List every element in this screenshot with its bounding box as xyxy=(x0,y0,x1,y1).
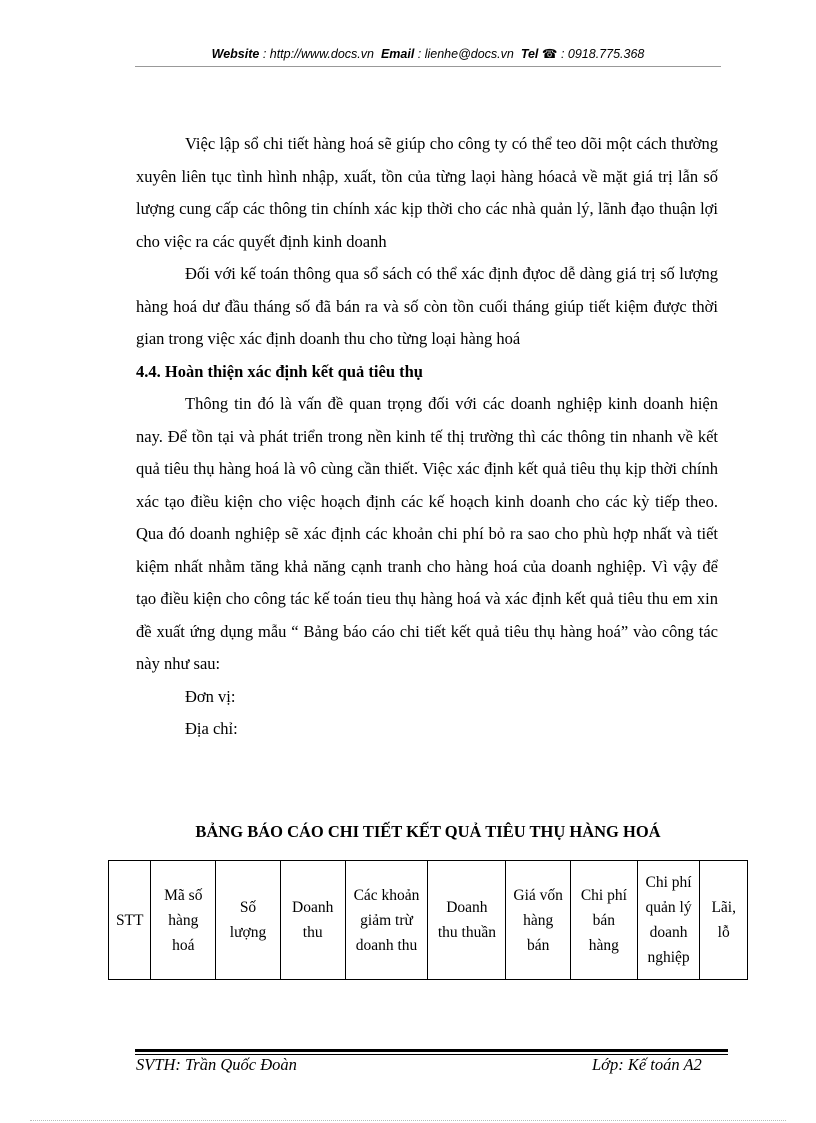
header-cell-line: Doanh xyxy=(446,899,488,916)
header-cell-line: giảm trừ xyxy=(360,911,413,929)
header-cell-line: Số xyxy=(239,899,257,916)
table-header-cell xyxy=(216,861,281,980)
email-value: : lienhe@docs.vn xyxy=(417,47,514,61)
header-cell-line: STT xyxy=(115,911,144,929)
document-body xyxy=(136,128,718,746)
tel-label: Tel ☎ xyxy=(520,47,558,61)
header-cell-line: thu xyxy=(302,924,323,941)
header-cell-line: doanh thu xyxy=(355,936,418,954)
header-cell-line: Chi phí xyxy=(580,886,627,904)
header-cell-line: hàng xyxy=(168,911,199,929)
field-unit: Đơn vị: xyxy=(185,686,236,706)
paragraph-2: Đối với kế toán thông qua sổ sách có thể xác định đựoc dễ dàng giá trị số lượng hàng hoá dư đầu tháng số đã bán ra và số còn tồn cuối tháng giúp tiết kiệm được thời gian trong việc xác định doanh thu cho từng loại hàng hoá xyxy=(136,264,718,348)
footer-class: Lớp: Kế toán A2 xyxy=(592,1055,702,1074)
table-title: BẢNG BÁO CÁO CHI TIẾT KẾT QUẢ TIÊU THỤ HÀNG HOÁ xyxy=(195,822,661,841)
website-label: Website xyxy=(211,47,260,61)
table-header-cell xyxy=(637,861,700,980)
footer-author: SVTH: Trần Quốc Đoàn xyxy=(136,1055,297,1074)
table-header-cell xyxy=(151,861,216,980)
header-cell-line: hàng xyxy=(588,936,619,954)
header-cell-line: bán xyxy=(592,911,616,929)
page-header xyxy=(135,46,721,61)
table-header-cell xyxy=(700,861,748,980)
section-heading: 4.4. Hoàn thiện xác định kết quả tiêu thụ xyxy=(136,361,423,381)
header-cell-line: Các khoản xyxy=(353,886,420,904)
page-bottom-border xyxy=(30,1120,786,1121)
header-cell-line: hàng xyxy=(523,911,554,929)
header-cell-line: Lãi, xyxy=(711,899,736,916)
header-cell-line: Giá vốn xyxy=(513,886,563,904)
table-header-cell xyxy=(571,861,638,980)
website-value: : http://www.docs.vn xyxy=(262,47,374,61)
header-divider xyxy=(135,66,721,67)
header-cell-line: bán xyxy=(526,936,550,954)
report-table xyxy=(108,860,748,980)
header-cell-line: lỗ xyxy=(717,924,730,941)
field-address: Địa chỉ: xyxy=(185,719,238,738)
header-cell-line: nghiệp xyxy=(647,949,690,966)
header-cell-line: thu thuần xyxy=(437,924,496,941)
header-cell-line: doanh xyxy=(649,924,688,941)
header-cell-line: Mã số xyxy=(164,886,203,904)
paragraph-3: Thông tin đó là vấn đề quan trọng đối với các doanh nghiệp kinh doanh hiện nay. Để tồn tại và phát triển trong nền kinh tế thị trường thì các thông tin nhanh về kết quả tiêu thụ hàng hoá là vô cùng cần thiết. Việc xác định kết quả tiêu thụ kịp thời chính xác tạo điều kiện cho việc hoạch định các kế hoạch kinh doanh cho các kỳ tiếp theo. Qua đó doanh nghiệp sẽ xác định các khoản chi phí bỏ ra sao cho phù hợp nhất và tiết kiệm nhất nhằm tăng khả năng cạnh tranh cho hàng hoá của doanh nghiệp. Vì vậy để tạo điều kiện cho công tác kế toán tieu thụ hàng hoá và xác định kết quả tiêu thu em xin đề xuất ứng dụng mẫu “ Bảng báo cáo chi tiết kết quả tiêu thụ hàng hoá” vào công tác này như sau: xyxy=(136,394,718,673)
tel-value: : 0918.775.368 xyxy=(560,47,645,61)
header-cell-line: Chi phí xyxy=(645,874,692,891)
header-cell-line: Doanh xyxy=(292,899,334,916)
table-header-cell xyxy=(428,861,506,980)
footer-divider-thick xyxy=(135,1049,728,1052)
header-cell-line: lượng xyxy=(229,924,267,941)
table-header-cell xyxy=(345,861,428,980)
header-cell-line: hoá xyxy=(172,936,195,954)
table-header-cell xyxy=(109,861,151,980)
table-header-cell xyxy=(506,861,571,980)
email-label: Email xyxy=(380,47,415,61)
paragraph-1: Việc lập sổ chi tiết hàng hoá sẽ giúp cho công ty có thể teo dõi một cách thường xuyên liên tục tình hình nhập, xuất, tồn của từng laọi hàng hóacả về mặt giá trị lẫn số lượng cung cấp các thông tin chính xác kịp thời cho các nhà quản lý, lãnh đạo thuận lợi cho việc ra các quyết định kinh doanh xyxy=(136,134,718,251)
table-header-row xyxy=(109,861,748,980)
table-header-cell xyxy=(280,861,345,980)
header-cell-line: quản lý xyxy=(645,899,692,916)
